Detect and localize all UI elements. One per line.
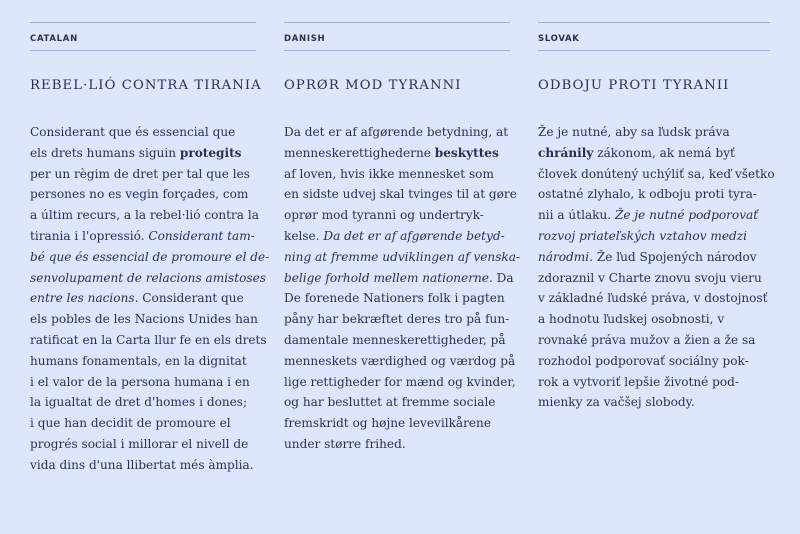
text-run: og har besluttet at fremme sociale (284, 395, 496, 410)
bold-run: protegits (179, 145, 242, 160)
label-divider (30, 50, 256, 51)
label-divider (538, 50, 770, 51)
text-line (284, 288, 510, 309)
text-line (284, 184, 517, 205)
text-line (30, 413, 256, 434)
text-run: els pobles de les Nacions Unides han (30, 312, 258, 327)
text-run: nii a útlaku. (538, 208, 615, 223)
text-run: menneskerettighederne (284, 145, 435, 160)
text-run: Considerant que és essencial que (30, 125, 236, 139)
text-run: De forenede Nationers folk i pagten (284, 291, 505, 306)
text-run: oprør mod tyranni og undertryk- (284, 208, 484, 223)
text-line (30, 205, 259, 226)
top-divider (284, 22, 510, 23)
text-run: Da det er af afgørende betydning, at (284, 125, 509, 139)
text-run: Da (492, 270, 514, 285)
text-line (30, 372, 256, 393)
text-line (30, 268, 266, 289)
text-line (538, 309, 770, 330)
italic-run: belige forhold mellem nationerne. (284, 270, 493, 285)
italic-run: rozvoj priateľských vztahov medzi (538, 228, 748, 243)
column-title: OPRØR MOD TYRANNI (284, 78, 462, 93)
text-run: la igualtat de dret d'homes i dones; (30, 395, 248, 410)
text-line (284, 309, 510, 330)
text-run: damentale menneskerettigheder, på (284, 332, 506, 347)
text-run: mienky za vačšej slobody. (538, 395, 695, 410)
text-line (284, 268, 514, 289)
text-run: Že ľud Spojených národov (592, 249, 757, 264)
text-run: humans fonamentals, en la dignitat (30, 353, 247, 368)
text-line (284, 143, 510, 164)
text-line (284, 247, 521, 268)
text-run: af loven, hvis ikke mennesket som (284, 166, 494, 181)
text-line (538, 205, 770, 226)
text-run: persones no es vegin forçades, com (30, 187, 249, 202)
text-run: rovnaké práva mužov a žien a že sa (538, 332, 756, 347)
text-line (538, 143, 770, 164)
italic-run: Že je nutné podporovať (614, 208, 759, 223)
text-run: påny har bekræftet deres tro på fun- (284, 312, 510, 327)
column-title: ODBOJU PROTI TYRANII (538, 78, 730, 93)
text-line (538, 330, 770, 351)
text-line (30, 351, 256, 372)
italic-run: entre les nacions. (30, 291, 139, 306)
text-run: človek donútený uchýliť sa, keď všetko (538, 166, 775, 181)
language-label: CATALAN (30, 34, 78, 44)
text-run: ostatné zlyhalo, k odboju proti tyra- (538, 187, 757, 202)
text-line (538, 372, 770, 393)
text-run: fremskridt og højne levevilkårene (284, 416, 491, 431)
text-line (284, 392, 510, 413)
text-line (30, 288, 256, 309)
text-run: a hodnotu ľudskej osobnosti, v (538, 312, 725, 327)
text-line (538, 351, 770, 372)
text-run: menneskets værdighed og værdog på (284, 353, 516, 368)
text-line (30, 392, 256, 413)
text-run: i que han decidit de promoure el (30, 416, 231, 431)
column-body (30, 122, 270, 476)
text-run: Že je nutné, aby sa ľudsk práva (538, 125, 730, 139)
text-line (284, 372, 516, 393)
text-line (30, 184, 256, 205)
text-line (284, 330, 510, 351)
text-run: kelse. (284, 228, 324, 243)
text-line (284, 413, 510, 434)
italic-run: ning at fremme udviklingen af venska- (284, 249, 521, 264)
top-divider (538, 22, 770, 23)
text-line (30, 122, 256, 143)
text-line (538, 184, 770, 205)
italic-run: bé que és essencial de promoure el de- (30, 249, 270, 264)
column-title: REBEL·LIÓ CONTRA TIRANIA (30, 78, 262, 93)
top-divider (30, 22, 256, 23)
bold-run: beskyttes (434, 145, 499, 160)
text-line (284, 434, 510, 455)
text-run: progrés social i millorar el nivell de (30, 436, 249, 451)
text-run: Considerant que (138, 291, 244, 306)
text-run: a últim recurs, a la rebel·lió contra la (30, 208, 259, 223)
text-line (30, 226, 256, 247)
text-run: per un règim de dret per tal que les (30, 166, 251, 181)
italic-run: Considerant tam- (148, 228, 255, 243)
language-label: DANISH (284, 34, 326, 44)
language-label: SLOVAK (538, 34, 580, 44)
text-line (538, 226, 770, 247)
text-line (30, 330, 267, 351)
text-run: tirania i l'opressió. (30, 228, 149, 243)
text-run: v základné ľudské práva, v dostojnosť (538, 291, 768, 306)
text-run: zdoraznil v Charte znovu svoju vieru (538, 270, 762, 285)
text-line (30, 434, 256, 455)
italic-run: Da det er af afgørende betyd- (323, 228, 505, 243)
text-run: ratificat en la Carta llur fe en els drets (30, 332, 267, 347)
bold-run: chránily (538, 145, 594, 160)
text-run: rozhodol podporovať sociálny pok- (538, 353, 749, 368)
column-catalan (30, 22, 270, 476)
text-run: i el valor de la persona humana i en (30, 374, 250, 389)
italic-run: národmi. (538, 249, 593, 264)
text-line (538, 164, 775, 185)
text-line (284, 122, 510, 143)
text-line (538, 288, 770, 309)
text-line (538, 122, 770, 143)
column-slovak (538, 22, 775, 413)
text-run: under større frihed. (284, 436, 406, 451)
column-danish (284, 22, 521, 455)
text-line (284, 351, 516, 372)
column-body (284, 122, 521, 455)
text-line (30, 309, 256, 330)
text-line (538, 392, 770, 413)
text-run: els drets humans siguin (30, 145, 180, 160)
text-line (30, 143, 256, 164)
italic-run: senvolupament de relacions amistoses (30, 270, 266, 285)
text-run: zákonom, ak nemá byť (593, 145, 735, 160)
text-run: vida dins d'una llibertat més àmplia. (30, 457, 254, 472)
column-body (538, 122, 775, 413)
text-line (30, 455, 256, 476)
label-divider (284, 50, 510, 51)
text-run: lige rettigheder for mænd og kvinder, (284, 374, 516, 389)
text-run: en sidste udvej skal tvinges til at gøre (284, 187, 517, 202)
text-line (538, 268, 770, 289)
text-line (284, 205, 510, 226)
text-line (284, 164, 510, 185)
text-line (30, 247, 270, 268)
text-run: rok a vytvoriť lepšie životné pod- (538, 374, 739, 389)
text-line (538, 247, 770, 268)
text-line (30, 164, 256, 185)
text-line (284, 226, 510, 247)
